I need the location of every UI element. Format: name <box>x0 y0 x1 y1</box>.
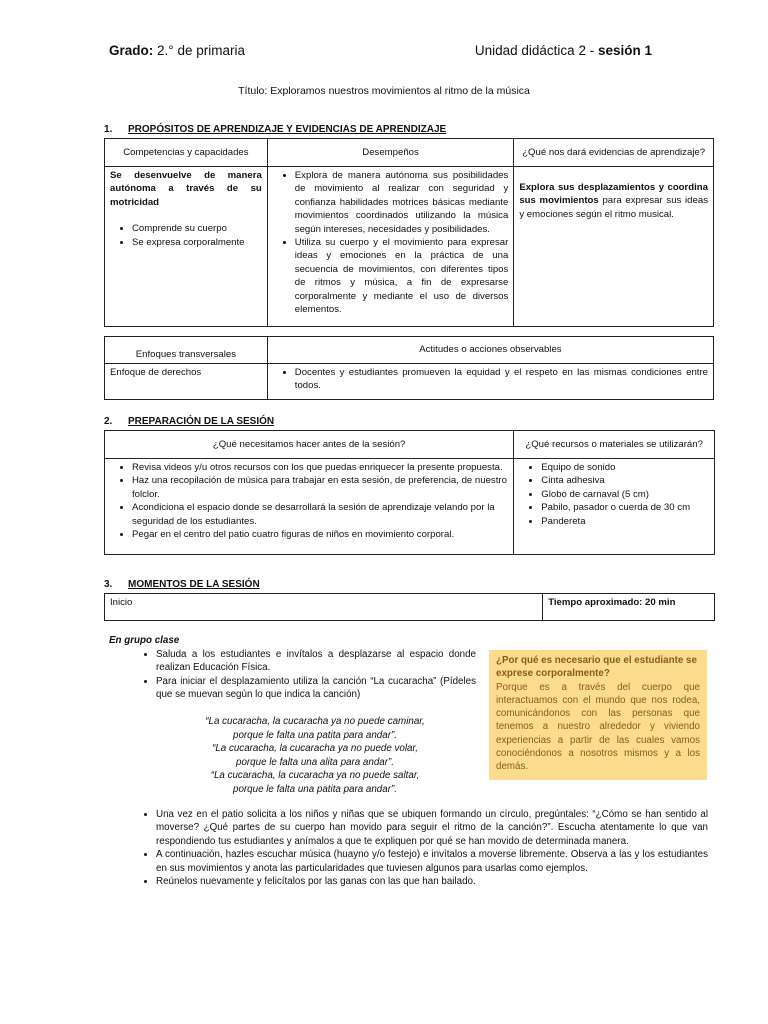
moments-table <box>104 593 715 621</box>
col-performances: Desempeños <box>267 139 514 167</box>
todo-item: • Revisa videos y/u otros recursos con los que puedas enriquecer la presente propuesta. <box>132 461 508 474</box>
grade-label: Grado: <box>109 43 154 58</box>
callout-answer: Porque es a través del cuerpo que interactuamos con el mundo que nos rodea, comunicándonos con las personas que tenemos a nuestro alrededor y viviendo experiencias a partir de las cuales vamos conociéndonos a nosotros mismos y a los demás. <box>496 681 700 773</box>
steps-b-list <box>128 808 708 888</box>
steps-a-list <box>128 648 476 702</box>
material-item: • Globo de carnaval (5 cm) <box>541 488 709 501</box>
section3-heading <box>104 579 260 590</box>
col-evidence: ¿Qué nos dará evidencias de aprendizaje? <box>514 139 714 167</box>
lyric-line: porque le falta una patita para andar”. <box>233 783 397 795</box>
title-label: Título <box>238 85 265 97</box>
material-item: • Pabilo, pasador o cuerda de 30 cm <box>541 501 709 514</box>
material-item: • Cinta adhesiva <box>541 474 709 487</box>
col-materials: ¿Qué recursos o materiales se utilizarán? <box>514 431 715 459</box>
competency-text: Se desenvuelve de manera autónoma a través de su motricidad <box>110 170 262 208</box>
why-callout <box>489 650 707 780</box>
callout-question: ¿Por qué es necesario que el estudiante se exprese corporalmente? <box>496 655 697 680</box>
performances-cell <box>267 167 514 327</box>
step-item: • Una vez en el patio solicita a los niños y niñas que se ubiquen formando un círculo, pregúntales: “¿Cómo se han sentido al moverse? ¿Qué partes de su cuerpo han movido para seguir el ritmo de la canción?”. Escucha atentamente lo que van respondiendo tus estudiantes y anímalos a que te expliquen por qué se han movido de determinada manera. <box>156 808 708 848</box>
col-before-session: ¿Qué necesitamos hacer antes de la sesión? <box>105 431 514 459</box>
grade-line <box>109 43 245 58</box>
lyric-line: “La cucaracha, la cucaracha ya no puede caminar, <box>205 716 425 727</box>
capacities-list <box>110 222 262 249</box>
group-label: En grupo clase <box>109 635 180 646</box>
steps-b <box>128 808 708 888</box>
song-lyrics <box>150 715 480 797</box>
session-label: sesión 1 <box>597 43 652 58</box>
section1-heading <box>104 124 446 135</box>
title-text: : Exploramos nuestros movimientos al ritmo de la música <box>264 85 530 97</box>
section2-title: PREPARACIÓN DE LA SESIÓN <box>128 416 275 427</box>
unit-label: Unidad didáctica 2 - <box>474 43 595 58</box>
step-item: • Para iniciar el desplazamiento utiliza la canción “La cucaracha” (Pídeles que se muevan según lo que indica la canción) <box>156 675 476 702</box>
section1-number: 1. <box>104 124 113 135</box>
material-item: • Equipo de sonido <box>541 461 709 474</box>
materials-cell <box>514 459 715 555</box>
todo-list <box>110 461 508 541</box>
phase-cell: Inicio <box>105 594 543 621</box>
col-competencies: Competencias y capacidades <box>105 139 268 167</box>
steps-a <box>128 648 476 702</box>
capacity-item: • Se expresa corporalmente <box>132 236 262 249</box>
approach-cell: Enfoque de derechos <box>105 364 268 400</box>
col-transversal: Enfoques transversales <box>105 337 268 364</box>
purposes-table <box>104 138 714 327</box>
lyric-line: porque le falta una alita para andar”. <box>236 756 394 768</box>
todo-item: • Haz una recopilación de música para trabajar en esta sesión, de preferencia, de nuestro folclor. <box>132 474 508 501</box>
unit-line <box>475 43 652 58</box>
lyric-line: “La cucaracha, la cucaracha ya no puede volar, <box>212 743 418 755</box>
lyric-line: “La cucaracha, la cucaracha ya no puede saltar, <box>210 770 420 782</box>
evidence-bold: Explora sus desplazamientos y coordina sus movimientos <box>519 182 708 207</box>
grade-value: 2.° de primaria <box>157 43 245 58</box>
page-title <box>0 85 768 97</box>
competency-cell <box>105 167 268 327</box>
todo-cell <box>105 459 514 555</box>
material-item: • Pandereta <box>541 515 709 528</box>
time-cell: Tiempo aproximado: 20 min <box>543 594 715 621</box>
preparation-table <box>104 430 715 555</box>
section3-title: MOMENTOS DE LA SESIÓN <box>128 579 260 590</box>
materials-list <box>519 461 709 528</box>
section1-title: PROPÓSITOS DE APRENDIZAJE Y EVIDENCIAS DE APRENDIZAJE <box>128 124 447 135</box>
evidence-rest: para expresar sus ideas y emociones según el ritmo musical. <box>519 195 708 220</box>
performance-item: • Utiliza su cuerpo y el movimiento para expresar ideas y emociones en la práctica de una secuencia de movimientos, con diferentes tipos de ritmos y música, a fin de expresarse corporalmente y mediante el uso de diversos elementos. <box>295 236 509 316</box>
capacity-item: • Comprende su cuerpo <box>132 222 262 235</box>
actions-list <box>273 366 708 393</box>
section2-heading <box>104 416 274 427</box>
evidence-cell <box>514 167 714 327</box>
actions-cell <box>267 364 713 400</box>
page-header <box>109 43 652 63</box>
todo-item: • Acondiciona el espacio donde se desarrollará la sesión de aprendizaje velando por la seguridad de los estudiantes. <box>132 501 508 528</box>
performance-item: • Explora de manera autónoma sus posibilidades de movimiento al realizar con seguridad y confianza habilidades motrices básicas mediante movimientos coordinados utilizando la música según intereses, necesidades y posibilidades. <box>295 169 509 236</box>
action-item: • Docentes y estudiantes promueven la equidad y el respeto en las mismas condiciones entre todos. <box>295 366 708 393</box>
lyric-line: porque le falta una patita para andar”. <box>233 729 397 741</box>
step-item: • Reúnelos nuevamente y felicítalos por las ganas con las que han bailado. <box>156 875 708 888</box>
step-item: • A continuación, hazles escuchar música (huayno y/o festejo) e invítalos a moverse libremente. Observa a las y los estudiantes en sus movimientos y anota las particularidades que tuviesen algunos para usarlas como ejemplos. <box>156 848 708 875</box>
transversal-table <box>104 336 714 400</box>
section3-number: 3. <box>104 579 113 590</box>
col-observable-actions: Actitudes o acciones observables <box>267 337 713 364</box>
step-item: • Saluda a los estudiantes e invítalos a desplazarse al espacio donde realizan Educación Física. <box>156 648 476 675</box>
performances-list <box>273 169 509 316</box>
todo-item: • Pegar en el centro del patio cuatro figuras de niños en movimiento corporal. <box>132 528 508 541</box>
section2-number: 2. <box>104 416 113 427</box>
